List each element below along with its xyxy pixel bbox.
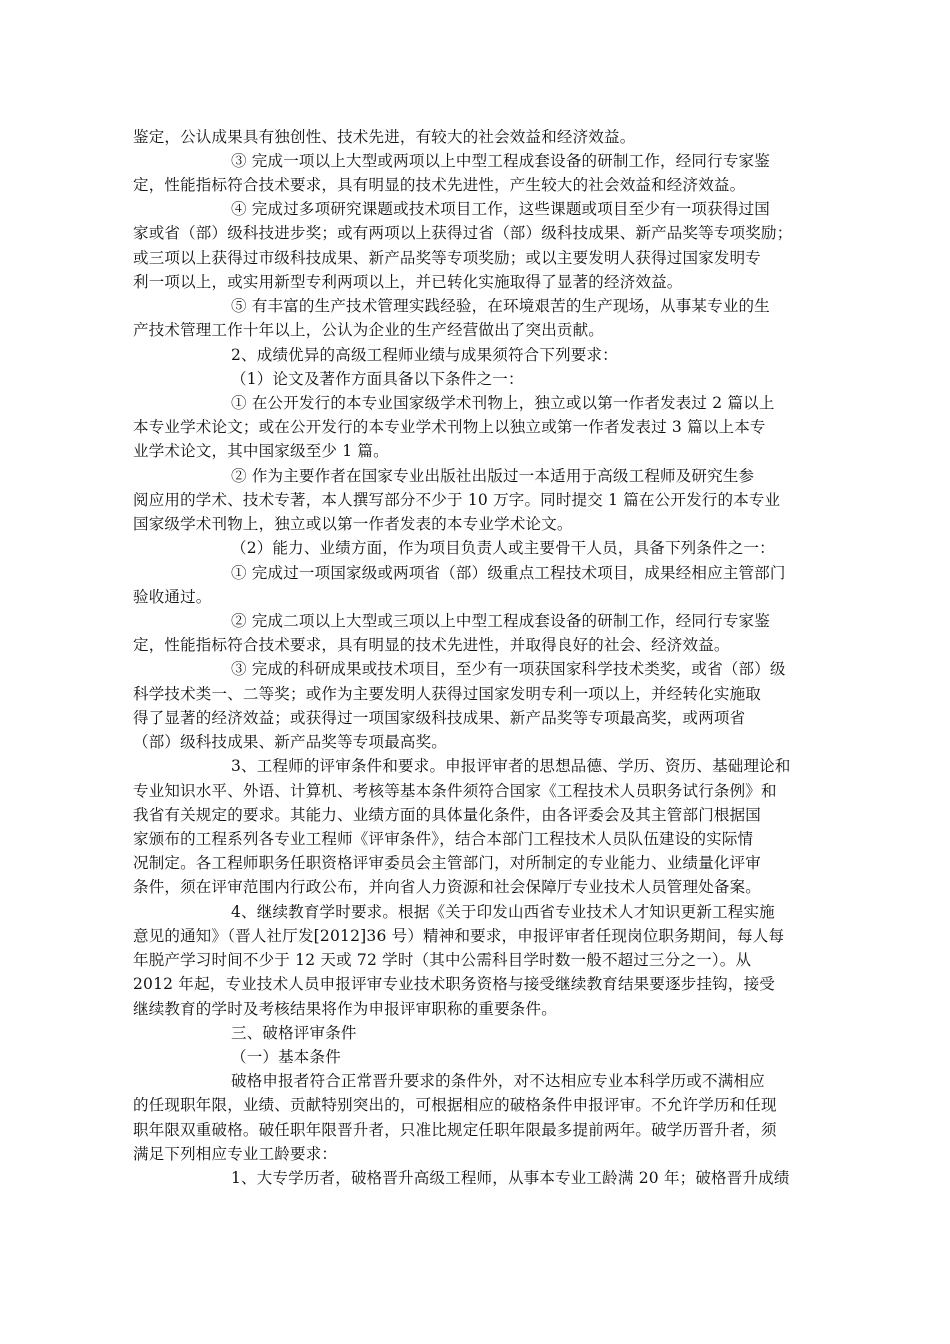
text-line: ③ 完成一项以上大型或两项以上中型工程成套设备的研制工作，经同行专家鉴: [231, 152, 770, 170]
text-line: 专业知识水平、外语、计算机、考核等基本条件须符合国家《工程技术人员职务试行条例》和: [133, 782, 777, 800]
text-line: 年脱产学习时间不少于 12 天或 72 学时（其中公需科目学时数一般不超过三分之一）。从: [133, 951, 752, 969]
text-line: ④ 完成过多项研究课题或技术项目工作，这些课题或项目至少有一项获得过国: [231, 200, 770, 218]
text-line: ② 作为主要作者在国家专业出版社出版过一本适用于高级工程师及研究生参: [231, 467, 755, 485]
subsection-heading: （一）基本条件: [231, 1048, 341, 1066]
text-line: 的任现职年限，业绩、贡献特别突出的，可根据相应的破格条件申报评审。不允许学历和任现: [133, 1096, 777, 1114]
text-line: 况制定。各工程师职务任职资格评审委员会主管部门，对所制定的专业能力、业绩量化评审: [133, 854, 762, 872]
text-line: 2012 年起，专业技术人员申报评审专业技术职务资格与接受继续教育结果要逐步挂钩，接受: [133, 975, 775, 993]
text-line: ② 完成二项以上大型或三项以上中型工程成套设备的研制工作，经同行专家鉴: [231, 612, 770, 630]
text-line: 意见的通知》（晋人社厅发[2012]36 号）精神和要求，申报评审者任现岗位职务期间，每人每: [133, 927, 785, 945]
text-line: 职年限双重破格。破任职年限晋升者，只准比规定任职年限最多提前两年。破学历晋升者，须: [133, 1121, 777, 1139]
section-heading: 三、破格评审条件: [231, 1024, 357, 1042]
text-line: 验收通过。: [133, 588, 212, 606]
text-line: 国家级学术刊物上，独立或以第一作者发表的本专业学术论文。: [133, 515, 573, 533]
text-line: 条件，须在评审范围内行政公布，并向省人力资源和社会保障厅专业技术人员管理处备案。: [133, 878, 762, 896]
text-line: （1）论文及著作方面具备以下条件之一：: [231, 370, 524, 388]
text-line: ⑤ 有丰富的生产技术管理实践经验，在环境艰苦的生产现场，从事某专业的生: [231, 297, 770, 315]
text-line: 3、工程师的评审条件和要求。申报评审者的思想品德、学历、资历、基础理论和: [231, 757, 791, 775]
text-line: ① 在公开发行的本专业国家级学术刊物上，独立或以第一作者发表过 2 篇以上: [231, 394, 775, 412]
text-line: ③ 完成的科研成果或技术项目，至少有一项获国家科学技术类奖，或省（部）级: [231, 660, 786, 678]
text-line: 继续教育的学时及考核结果将作为申报评审职称的重要条件。: [133, 1000, 557, 1018]
text-line: 家或省（部）级科技进步奖；或有两项以上获得过省（部）级科技成果、新产品奖等专项奖励；: [133, 224, 793, 242]
text-line: 产技术管理工作十年以上，公认为企业的生产经营做出了突出贡献。: [133, 321, 605, 339]
text-line: 定，性能指标符合技术要求，具有明显的技术先进性，并取得良好的社会、经济效益。: [133, 636, 730, 654]
text-line: 满足下列相应专业工龄要求：: [133, 1145, 338, 1163]
text-line: 或三项以上获得过市级科技成果、新产品奖等专项奖励；或以主要发明人获得过国家发明专: [133, 249, 762, 267]
text-line: （2）能力、业绩方面，作为项目负责人或主要骨干人员，具备下列条件之一：: [231, 539, 775, 557]
text-line: 4、继续教育学时要求。根据《关于印发山西省专业技术人才知识更新工程实施: [231, 903, 775, 921]
text-line: 家颁布的工程系列各专业工程师《评审条件》，结合本部门工程技术人员队伍建设的实际情: [133, 830, 754, 848]
text-line: 阅应用的学术、技术专著，本人撰写部分不少于 10 万字。同时提交 1 篇在公开发行的本专业: [133, 491, 781, 509]
text-line: ① 完成过一项国家级或两项省（部）级重点工程技术项目，成果经相应主管部门: [231, 564, 786, 582]
text-line: 鉴定，公认成果具有独创性、技术先进，有较大的社会效益和经济效益。: [133, 128, 636, 146]
text-line: 利一项以上，或实用新型专利两项以上，并已转化实施取得了显著的经济效益。: [133, 273, 683, 291]
text-line: （部）级科技成果、新产品奖等专项最高奖。: [133, 733, 448, 751]
text-line: 2、成绩优异的高级工程师业绩与成果须符合下列要求：: [231, 346, 618, 364]
text-line: 1、大专学历者，破格晋升高级工程师，从事本专业工龄满 20 年；破格晋升成绩: [231, 1169, 790, 1187]
text-line: 定，性能指标符合技术要求，具有明显的技术先进性，产生较大的社会效益和经济效益。: [133, 176, 746, 194]
text-line: 破格申报者符合正常晋升要求的条件外，对不达相应专业本科学历或不满相应: [231, 1072, 765, 1090]
text-line: 我省有关规定的要求。其能力、业绩方面的具体量化条件，由各评委会及其主管部门根据国: [133, 806, 762, 824]
text-line: 本专业学术论文；或在公开发行的本专业学术刊物上以独立或第一作者发表过 3 篇以上本专: [133, 418, 766, 436]
text-line: 得了显著的经济效益；或获得过一项国家级科技成果、新产品奖等专项最高奖，或两项省: [133, 709, 746, 727]
text-line: 业学术论文，其中国家级至少 1 篇。: [133, 442, 389, 460]
text-line: 科学技术类一、二等奖；或作为主要发明人获得过国家发明专利一项以上，并经转化实施取: [133, 685, 762, 703]
